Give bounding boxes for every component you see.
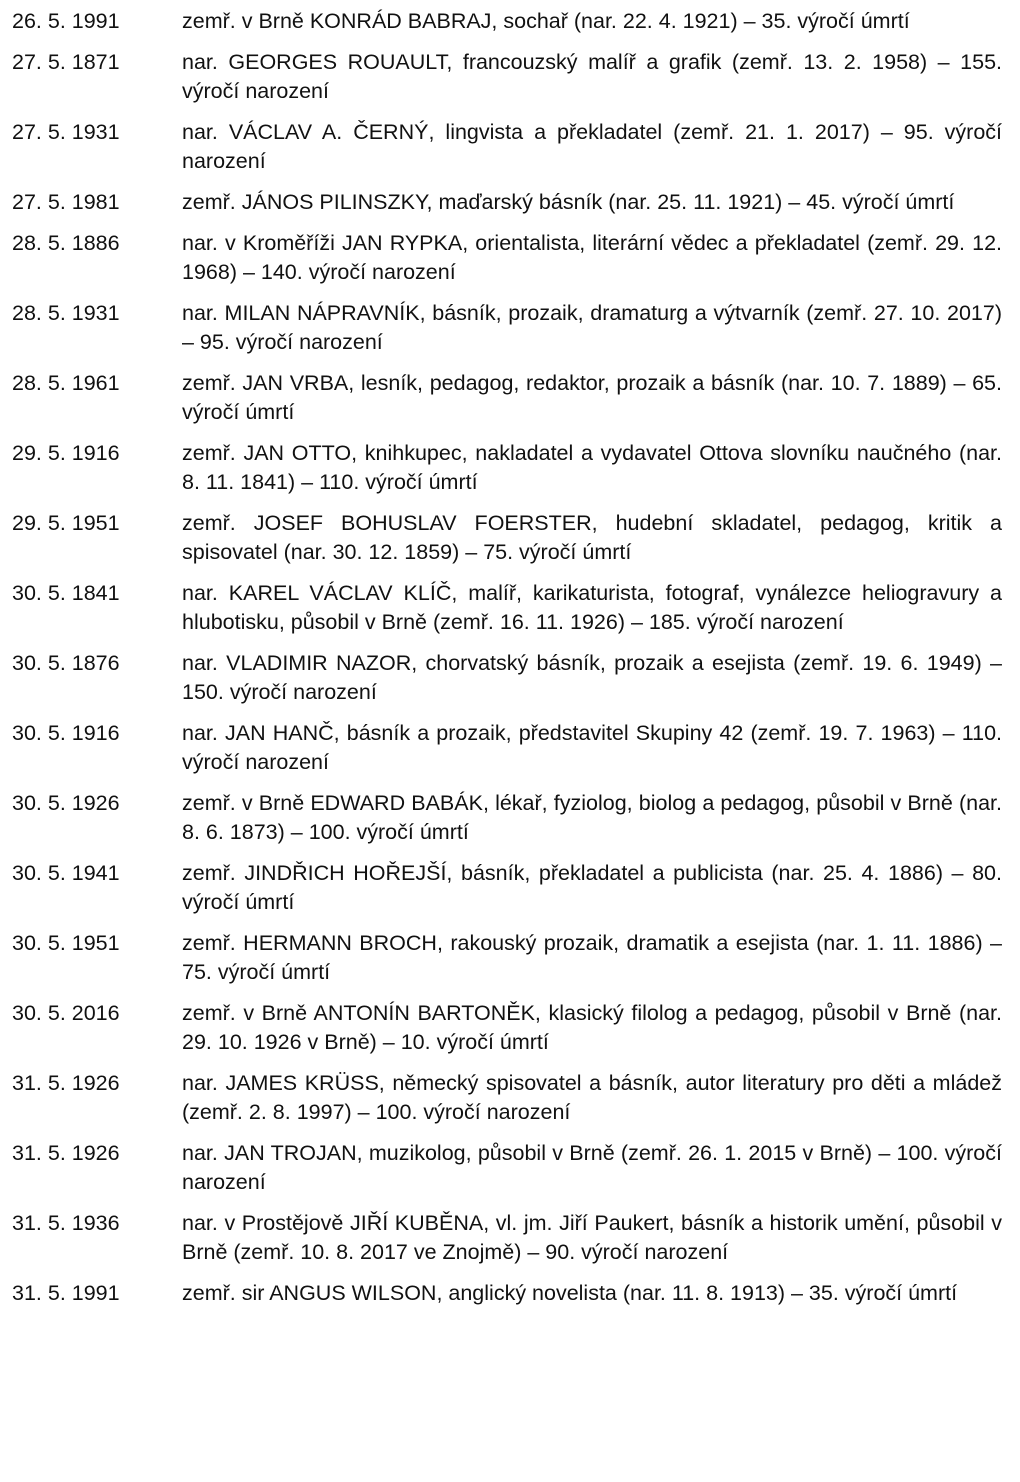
entry-date: 30. 5. 1876: [12, 651, 120, 675]
list-item: [12, 439, 1002, 497]
entry-text: zemř. JAN OTTO, knihkupec, nakladatel a vydavatel Ottova slovníku naučného (nar. 8. 11. 1841) – 110. výročí úmrtí: [182, 441, 1002, 494]
list-item: [12, 999, 1002, 1057]
entry-text: nar. JAN HANČ, básník a prozaik, představitel Skupiny 42 (zemř. 19. 7. 1963) – 110. výročí narození: [182, 721, 1002, 774]
entry-text: nar. VÁCLAV A. ČERNÝ, lingvista a překladatel (zemř. 21. 1. 2017) – 95. výročí narození: [182, 120, 1002, 173]
entry-date: 28. 5. 1931: [12, 301, 120, 325]
entry-date: 31. 5. 1926: [12, 1141, 120, 1165]
list-item: [12, 649, 1002, 707]
entry-text: zemř. JÁNOS PILINSZKY, maďarský básník (nar. 25. 11. 1921) – 45. výročí úmrtí: [182, 190, 955, 214]
entry-text: zemř. v Brně ANTONÍN BARTONĚK, klasický filolog a pedagog, působil v Brně (nar. 29. 10. 1926 v Brně) – 10. výročí úmrtí: [182, 1001, 1002, 1054]
list-item: [12, 118, 1002, 176]
entry-text: nar. v Prostějově JIŘÍ KUBĚNA, vl. jm. Jiří Paukert, básník a historik umění, působil v Brně (zemř. 10. 8. 2017 ve Znojmě) – 90. výročí narození: [182, 1211, 1002, 1264]
entry-date: 27. 5. 1981: [12, 190, 120, 214]
entry-text: nar. JAMES KRÜSS, německý spisovatel a básník, autor literatury pro děti a mládež (zemř. 2. 8. 1997) – 100. výročí narození: [182, 1071, 1002, 1124]
entry-text: nar. GEORGES ROUAULT, francouzský malíř a grafik (zemř. 13. 2. 1958) – 155. výročí narození: [182, 50, 1002, 103]
entry-text: nar. MILAN NÁPRAVNÍK, básník, prozaik, dramaturg a výtvarník (zemř. 27. 10. 2017) – 95. výročí narození: [182, 301, 1002, 354]
list-item: [12, 789, 1002, 847]
entry-text: zemř. v Brně KONRÁD BABRAJ, sochař (nar. 22. 4. 1921) – 35. výročí úmrtí: [182, 9, 910, 33]
entry-text: zemř. JAN VRBA, lesník, pedagog, redaktor, prozaik a básník (nar. 10. 7. 1889) – 65. výročí úmrtí: [182, 371, 1002, 424]
entry-date: 30. 5. 1926: [12, 791, 120, 815]
list-item: [12, 929, 1002, 987]
entry-date: 27. 5. 1871: [12, 50, 120, 74]
list-item: [12, 579, 1002, 637]
entry-date: 29. 5. 1916: [12, 441, 120, 465]
entry-date: 30. 5. 1916: [12, 721, 120, 745]
entry-date: 31. 5. 1991: [12, 1281, 120, 1305]
list-item: [12, 1139, 1002, 1197]
entry-date: 28. 5. 1886: [12, 231, 120, 255]
entry-text: zemř. sir ANGUS WILSON, anglický novelista (nar. 11. 8. 1913) – 35. výročí úmrtí: [182, 1281, 958, 1305]
entry-text: nar. VLADIMIR NAZOR, chorvatský básník, prozaik a esejista (zemř. 19. 6. 1949) – 150. výročí narození: [182, 651, 1002, 704]
entry-text: nar. v Kroměříži JAN RYPKA, orientalista, literární vědec a překladatel (zemř. 29. 12. 1968) – 140. výročí narození: [182, 231, 1002, 284]
list-item: [12, 299, 1002, 357]
entry-text: zemř. JINDŘICH HOŘEJŠÍ, básník, překladatel a publicista (nar. 25. 4. 1886) – 80. výročí úmrtí: [182, 861, 1002, 914]
list-item: [12, 859, 1002, 917]
entry-date: 30. 5. 2016: [12, 1001, 120, 1025]
entry-text: zemř. v Brně EDWARD BABÁK, lékař, fyziolog, biolog a pedagog, působil v Brně (nar. 8. 6. 1873) – 100. výročí úmrtí: [182, 791, 1002, 844]
list-item: [12, 509, 1002, 567]
entry-text: nar. JAN TROJAN, muzikolog, působil v Brně (zemř. 26. 1. 2015 v Brně) – 100. výročí narození: [182, 1141, 1002, 1194]
entry-text: zemř. HERMANN BROCH, rakouský prozaik, dramatik a esejista (nar. 1. 11. 1886) – 75. výročí úmrtí: [182, 931, 1002, 984]
entry-date: 30. 5. 1841: [12, 581, 120, 605]
list-item: [12, 188, 1002, 217]
list-item: [12, 1069, 1002, 1127]
list-item: [12, 719, 1002, 777]
entry-date: 26. 5. 1991: [12, 9, 120, 33]
entry-date: 28. 5. 1961: [12, 371, 120, 395]
entry-date: 27. 5. 1931: [12, 120, 120, 144]
list-item: [12, 1209, 1002, 1267]
entry-date: 30. 5. 1951: [12, 931, 120, 955]
entry-text: zemř. JOSEF BOHUSLAV FOERSTER, hudební skladatel, pedagog, kritik a spisovatel (nar. 30. 12. 1859) – 75. výročí úmrtí: [182, 511, 1002, 564]
entry-date: 31. 5. 1926: [12, 1071, 120, 1095]
list-item: [12, 1279, 1002, 1308]
list-item: [12, 7, 1002, 36]
list-item: [12, 48, 1002, 106]
entry-text: nar. KAREL VÁCLAV KLÍČ, malíř, karikaturista, fotograf, vynálezce heliogravury a hlubotisku, působil v Brně (zemř. 16. 11. 1926) – 185. výročí narození: [182, 581, 1002, 634]
entry-date: 30. 5. 1941: [12, 861, 120, 885]
entry-date: 29. 5. 1951: [12, 511, 120, 535]
list-item: [12, 369, 1002, 427]
list-item: [12, 229, 1002, 287]
entry-date: 31. 5. 1936: [12, 1211, 120, 1235]
